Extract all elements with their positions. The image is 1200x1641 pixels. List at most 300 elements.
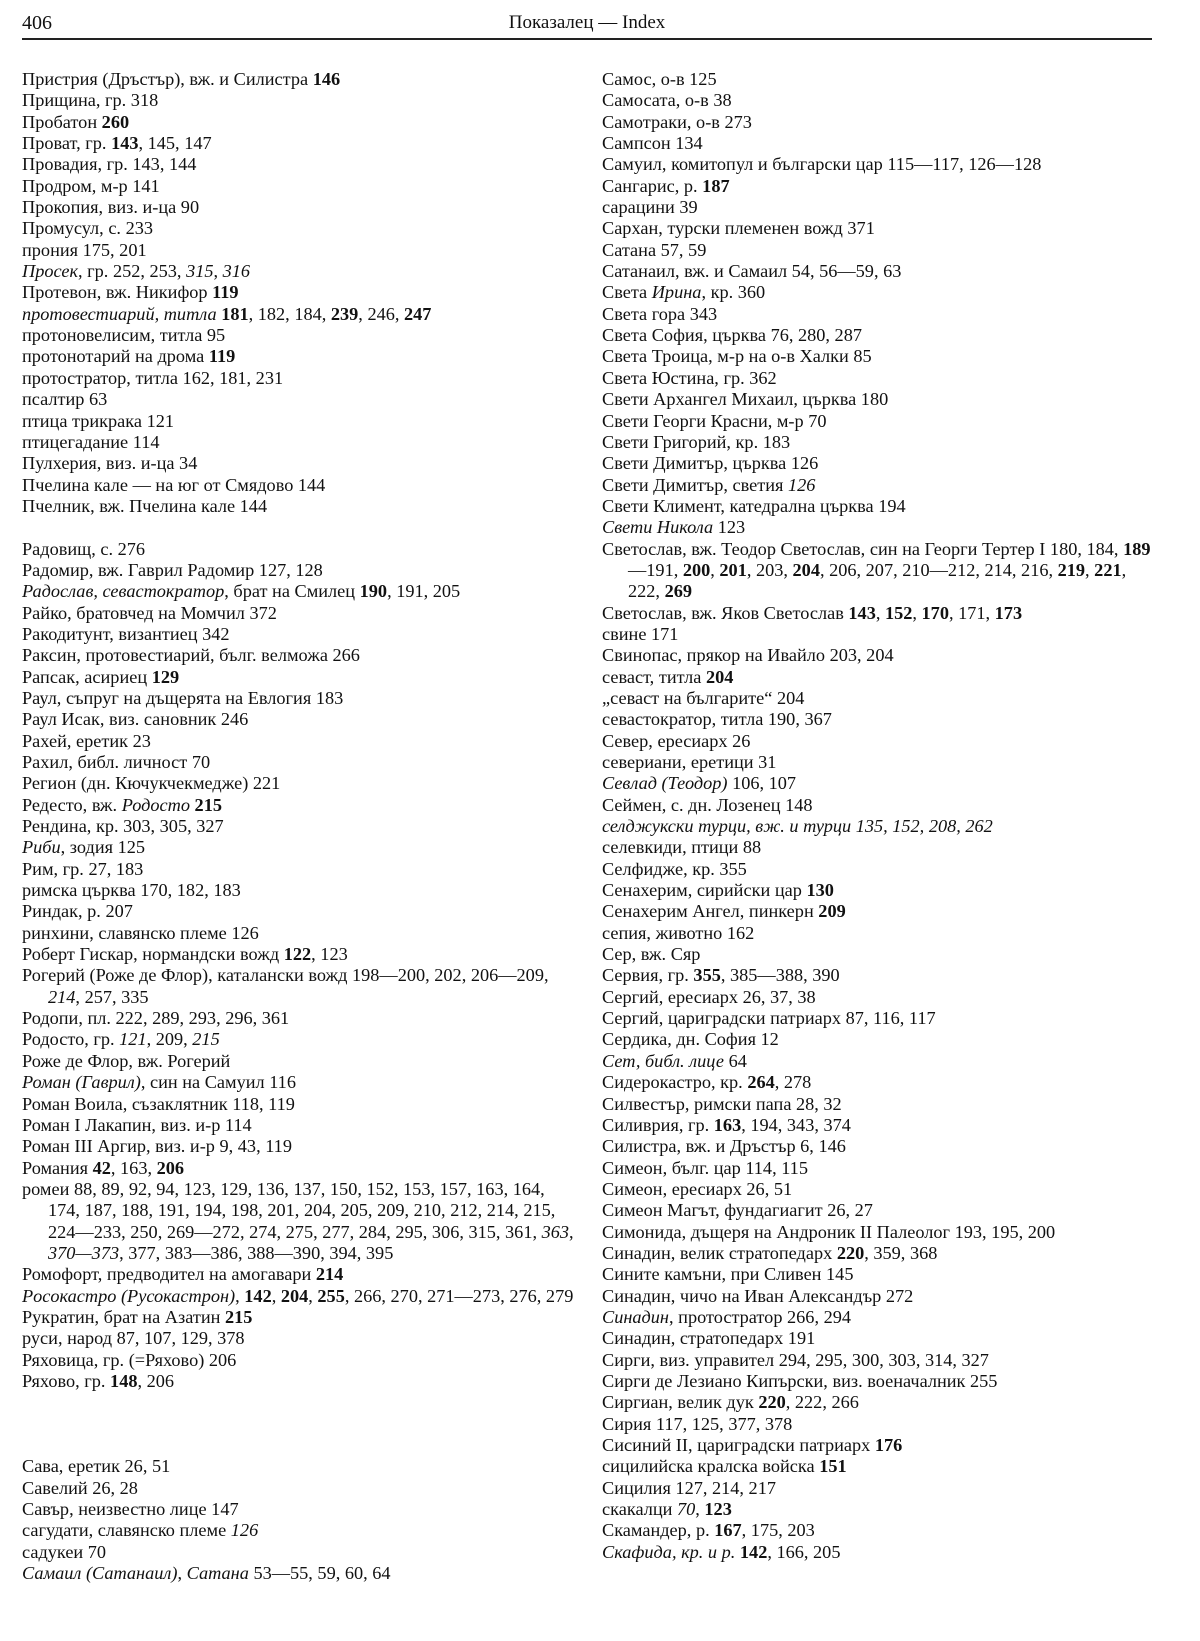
index-entry — [602, 773, 1154, 794]
index-entry — [602, 240, 1154, 261]
entry-text: Роберт Гискар, нормандски вожд — [22, 944, 284, 965]
index-entry — [22, 901, 580, 922]
italic-text: Сатана — [186, 1563, 249, 1584]
entry-text: Свети Архангел Михаил, църква 180 — [602, 389, 889, 410]
index-entry — [22, 112, 580, 133]
entry-text: Роман Воила, съзаклятник 118, 119 — [22, 1093, 295, 1114]
bold-page-ref: 130 — [806, 880, 834, 901]
entry-text: Ряховица, гр. (=Ряхово) 206 — [22, 1349, 237, 1370]
entry-text: , 166, 205 — [767, 1541, 841, 1562]
index-entry — [22, 1478, 580, 1499]
index-entry — [602, 1200, 1154, 1221]
index-entry — [602, 1008, 1154, 1029]
index-entry — [22, 1008, 580, 1029]
entry-text: Рахей, еретик 23 — [22, 730, 151, 751]
entry-text: , 359, 368 — [864, 1242, 938, 1263]
index-entry — [22, 1286, 580, 1307]
entry-text: Провадия, гр. 143, 144 — [22, 154, 197, 175]
bold-page-ref: 204 — [705, 666, 734, 687]
index-entry — [22, 453, 580, 474]
entry-text: Сицилия 127, 214, 217 — [602, 1477, 776, 1498]
entry-text: Света — [602, 282, 652, 303]
running-header — [22, 8, 1152, 40]
entry-text: Радомир, вж. Гаврил Радомир 127, 128 — [22, 559, 323, 580]
entry-text: Продром, м-р 141 — [22, 175, 160, 196]
entry-text: Сер, вж. Сяр — [602, 944, 701, 965]
index-entry — [602, 1478, 1154, 1499]
bold-page-ref: 142 — [244, 1285, 272, 1306]
entry-text: сарацини 39 — [602, 197, 698, 218]
bold-page-ref: 220 — [836, 1242, 865, 1263]
index-gap — [22, 1414, 580, 1435]
index-entry — [602, 603, 1154, 624]
italic-text: 126 — [230, 1520, 259, 1541]
index-entry — [22, 1179, 580, 1264]
entry-text: Север, ересиарх 26 — [602, 730, 751, 751]
page-number: 406 — [22, 12, 52, 34]
entry-text: Сава, еретик 26, 51 — [22, 1456, 171, 1477]
entry-text: Скамандер, р. — [602, 1520, 715, 1541]
entry-text: Свети Георги Красни, м-р 70 — [602, 410, 827, 431]
entry-text: Самотраки, о-в 273 — [602, 111, 752, 132]
index-gap — [22, 1392, 580, 1413]
entry-text: „севаст на българите“ 204 — [602, 687, 805, 708]
index-entry — [602, 1499, 1154, 1520]
entry-text: , — [1085, 559, 1095, 580]
index-entry — [602, 389, 1154, 410]
index-entry — [602, 944, 1154, 965]
bold-page-ref: 221 — [1094, 559, 1122, 580]
index-entry — [602, 1243, 1154, 1264]
index-entry — [602, 1456, 1154, 1477]
index-entry — [602, 325, 1154, 346]
entry-text: Сидерокастро, кр. — [602, 1072, 748, 1093]
index-entry — [22, 880, 580, 901]
entry-text: , син на Самуил 116 — [140, 1072, 296, 1093]
index-entry — [22, 1158, 580, 1179]
entry-text: , 123 — [311, 944, 348, 965]
entry-text: Протевон, вж. Никифор — [22, 282, 213, 303]
bold-page-ref: 176 — [874, 1435, 903, 1455]
entry-text: , 163, — [110, 1157, 157, 1178]
italic-text: 214 — [48, 986, 76, 1007]
entry-text: Сиргиан, велик дук — [602, 1392, 759, 1413]
italic-text: Риби — [22, 837, 61, 858]
index-entry — [22, 965, 580, 1008]
entry-text: Синадин, велик стратопедарх — [602, 1242, 837, 1263]
index-entry — [22, 581, 580, 602]
entry-text: Сердика, дн. София 12 — [602, 1029, 779, 1050]
bold-page-ref: 219 — [1057, 559, 1086, 580]
index-entry — [22, 709, 580, 730]
index-entry — [22, 304, 580, 325]
index-entry — [22, 731, 580, 752]
entry-text: 123 — [713, 517, 746, 538]
entry-text: руси, народ 87, 107, 129, 378 — [22, 1328, 245, 1349]
entry-text: , — [308, 1285, 318, 1306]
bold-page-ref: 187 — [702, 175, 730, 196]
index-gap — [22, 1435, 580, 1456]
bold-page-ref: 148 — [110, 1370, 138, 1391]
entry-text: Свинопас, прякор на Ивайло 203, 204 — [602, 645, 894, 666]
entry-text: Ромофорт, предводител на амогавари — [22, 1264, 316, 1285]
bold-page-ref: 122 — [283, 944, 312, 965]
entry-text: Сатана 57, 59 — [602, 239, 707, 260]
index-entry — [22, 69, 580, 90]
index-entry — [22, 816, 580, 837]
index-entry — [22, 624, 580, 645]
entry-text: Сирия 117, 125, 377, 378 — [602, 1413, 793, 1434]
entry-text: Самосата, о-в 38 — [602, 90, 732, 111]
index-entry — [602, 453, 1154, 474]
entry-text: птицегадание 114 — [22, 431, 160, 452]
index-entry — [22, 1328, 580, 1349]
index-entry — [22, 1264, 580, 1285]
entry-text: , 222, — [628, 559, 1127, 602]
entry-text: Савелий 26, 28 — [22, 1477, 138, 1498]
index-entry — [22, 1371, 580, 1392]
entry-text: Прищина, гр. 318 — [22, 90, 159, 111]
entry-text: , — [569, 1221, 574, 1242]
italic-text: 215 — [192, 1029, 220, 1050]
index-entry — [602, 731, 1154, 752]
entry-text: Сергий, цариградски патриарх 87, 116, 117 — [602, 1008, 936, 1029]
index-entry — [22, 539, 580, 560]
index-entry — [22, 368, 580, 389]
index-entry — [602, 1136, 1154, 1157]
entry-text: Света гора 343 — [602, 303, 718, 324]
index-entry — [22, 411, 580, 432]
index-entry — [22, 176, 580, 197]
index-entry — [22, 795, 580, 816]
index-entry — [602, 1371, 1154, 1392]
bold-page-ref: 200 — [682, 559, 711, 580]
entry-text: , — [875, 602, 885, 623]
index-entry — [22, 325, 580, 346]
entry-text: птица трикрака 121 — [22, 410, 175, 431]
index-entry — [22, 432, 580, 453]
entry-text: Роман III Аргир, виз. и-р 9, 43, 119 — [22, 1136, 292, 1157]
index-entry — [602, 1435, 1154, 1456]
bold-page-ref: 201 — [719, 559, 747, 580]
index-entry — [602, 475, 1154, 496]
bold-page-ref: 214 — [315, 1264, 344, 1285]
index-entry — [602, 1179, 1154, 1200]
index-entry — [602, 1115, 1154, 1136]
entry-text: свине 171 — [602, 623, 679, 644]
entry-text: Силиврия, гр. — [602, 1114, 714, 1135]
index-entry — [602, 795, 1154, 816]
entry-text: Света Юстина, гр. 362 — [602, 367, 777, 388]
italic-text: Ирина — [651, 282, 702, 303]
entry-text: протостратор, титла 162, 181, 231 — [22, 367, 284, 388]
entry-text: севаст, титла — [602, 666, 706, 687]
bold-page-ref: 204 — [792, 559, 820, 580]
index-entry — [602, 1307, 1154, 1328]
index-entry — [602, 859, 1154, 880]
index-entry — [602, 496, 1154, 517]
entry-text: , 145, 147 — [138, 133, 212, 154]
italic-text: Севлад (Теодор) — [602, 773, 728, 794]
entry-text: Романия — [22, 1157, 93, 1178]
running-title: Показалец — Index — [508, 12, 666, 33]
index-entry — [602, 688, 1154, 709]
entry-text: , — [695, 1499, 705, 1520]
entry-text: , — [710, 559, 720, 580]
italic-text: Радослав, севастократор — [22, 581, 225, 602]
index-entry — [602, 112, 1154, 133]
entry-text: , протостратор 266, 294 — [669, 1306, 852, 1327]
bold-page-ref: 181 — [221, 303, 249, 324]
entry-text: , — [177, 1563, 187, 1584]
bold-page-ref: 163 — [713, 1114, 742, 1135]
bold-page-ref: 173 — [994, 602, 1023, 623]
entry-text: Самос, о-в 125 — [602, 69, 717, 89]
bold-page-ref: 152 — [884, 602, 913, 623]
index-column-right — [602, 69, 1154, 1563]
entry-text: Сергий, ересиарх 26, 37, 38 — [602, 986, 816, 1007]
index-entry — [22, 603, 580, 624]
entry-text: Симонида, дъщеря на Андроник II Палеолог 193, 195, 200 — [602, 1221, 1056, 1242]
index-column-left — [22, 69, 580, 1584]
entry-text: Роже де Флор, вж. Рогерий — [22, 1050, 231, 1071]
entry-text: Регион (дн. Кючукчекмедже) 221 — [22, 773, 281, 794]
entry-text: сепия, животно 162 — [602, 922, 755, 943]
index-entry — [602, 261, 1154, 282]
entry-text: Пробатон — [22, 111, 102, 132]
index-entry — [22, 154, 580, 175]
index-entry — [602, 282, 1154, 303]
index-entry — [602, 1051, 1154, 1072]
index-entry — [22, 752, 580, 773]
index-entry — [22, 667, 580, 688]
index-entry — [602, 752, 1154, 773]
entry-text: Сатанаил, вж. и Самаил 54, 56—59, 63 — [602, 261, 902, 282]
entry-text: , 222, 266 — [785, 1392, 859, 1413]
index-entry — [602, 1520, 1154, 1541]
entry-text: скакалци — [602, 1499, 677, 1520]
entry-text: Рапсак, асириец — [22, 666, 152, 687]
bold-page-ref: 206 — [156, 1157, 185, 1178]
entry-text: Редесто, вж. — [22, 794, 122, 815]
italic-text: Родосто — [121, 794, 190, 815]
index-entry — [602, 1350, 1154, 1371]
italic-text: Скафида, кр. и р. — [602, 1541, 740, 1562]
index-entry — [22, 282, 580, 303]
italic-text: Свети Никола — [602, 517, 714, 538]
index-entry — [602, 667, 1154, 688]
entry-text: , 257, 335 — [75, 986, 149, 1007]
entry-text: , 203, — [746, 559, 793, 580]
entry-text: , зодия 125 — [60, 837, 146, 858]
entry-text: Раксин, протовестиарий, бълг. велможа 266 — [22, 645, 360, 666]
bold-page-ref: 170 — [921, 602, 949, 623]
bold-page-ref: 239 — [330, 303, 359, 324]
index-entry — [22, 773, 580, 794]
entry-text: , 182, 184, — [248, 303, 331, 324]
entry-text: прония 175, 201 — [22, 239, 147, 260]
entry-text: Сангарис, р. — [602, 175, 703, 196]
index-entry — [22, 261, 580, 282]
index-entry — [602, 965, 1154, 986]
index-entry — [602, 1029, 1154, 1050]
entry-text: Сампсон 134 — [602, 133, 703, 154]
index-entry — [22, 944, 580, 965]
bold-page-ref: 209 — [818, 901, 846, 922]
italic-text: протовестиарий, титла — [22, 303, 222, 324]
italic-text: Сет, библ. лице — [602, 1050, 724, 1071]
index-entry — [602, 987, 1154, 1008]
entry-text: Раул Исак, виз. сановник 246 — [22, 709, 249, 730]
entry-text: Савър, неизвестно лице 147 — [22, 1499, 239, 1520]
entry-text: садукеи 70 — [22, 1541, 107, 1562]
italic-text: 363 — [541, 1221, 570, 1242]
entry-text: Промусул, с. 233 — [22, 218, 153, 239]
entry-text: Свети Димитър, светия — [602, 474, 789, 495]
bold-page-ref: 264 — [747, 1072, 775, 1093]
index-entry — [602, 816, 1154, 837]
index-entry — [602, 923, 1154, 944]
entry-text: , 206 — [137, 1370, 175, 1391]
index-entry — [22, 560, 580, 581]
index-entry — [602, 901, 1154, 922]
entry-text: Ряхово, гр. — [22, 1370, 111, 1391]
entry-text: Сирги де Лезиано Кипърски, виз. военачалник 255 — [602, 1370, 998, 1391]
bold-page-ref: 119 — [208, 346, 236, 367]
entry-text: , — [213, 261, 223, 282]
bold-page-ref: 247 — [404, 303, 432, 324]
index-entry — [22, 923, 580, 944]
bold-page-ref: 355 — [693, 965, 721, 986]
entry-text: севериани, еретици 31 — [602, 752, 777, 772]
index-entry — [602, 432, 1154, 453]
italic-text: 135, 152, 208, 262 — [855, 816, 993, 837]
entry-text: Рахил, библ. личност 70 — [22, 752, 211, 772]
index-entry — [22, 1136, 580, 1157]
entry-text: Сенахерим, сирийски цар — [602, 880, 807, 901]
entry-text: Ракодитунт, византиец 342 — [22, 623, 230, 644]
entry-text: , 209, — [146, 1029, 193, 1050]
italic-text: 316 — [222, 261, 251, 282]
index-entry — [602, 90, 1154, 111]
index-entry — [602, 880, 1154, 901]
index-gap — [22, 517, 580, 538]
index-entry — [22, 133, 580, 154]
bold-page-ref: 215 — [224, 1306, 253, 1327]
italic-text: селджукски турци, вж. и турци — [602, 816, 856, 837]
entry-text: Самуил, комитопул и български цар 115—117, 126—128 — [602, 154, 1042, 175]
entry-text: Родосто, гр. — [22, 1029, 120, 1050]
entry-text: , — [235, 1285, 245, 1306]
entry-text: Пристрия (Дръстър), вж. и Силистра — [22, 69, 313, 89]
index-entry — [602, 411, 1154, 432]
entry-text: , 194, 343, 374 — [741, 1114, 851, 1135]
index-entry — [22, 1115, 580, 1136]
index-entry — [602, 1392, 1154, 1413]
bold-page-ref: 143 — [848, 602, 876, 623]
index-entry — [602, 1286, 1154, 1307]
entry-text: Силвестър, римски папа 28, 32 — [602, 1093, 842, 1114]
index-entry — [602, 197, 1154, 218]
entry-text: , 171, — [948, 602, 995, 623]
entry-text: Силистра, вж. и Дръстър 6, 146 — [602, 1136, 846, 1157]
index-entry — [22, 1542, 580, 1563]
entry-text: Рим, гр. 27, 183 — [22, 858, 144, 879]
index-entry — [22, 197, 580, 218]
entry-text: Синадин, чичо на Иван Александър 272 — [602, 1285, 914, 1306]
entry-text: Сеймен, с. дн. Лозенец 148 — [602, 794, 813, 815]
bold-page-ref: 255 — [317, 1285, 345, 1306]
entry-text: Пчелник, вж. Пчелина кале 144 — [22, 495, 268, 516]
index-entry — [602, 1542, 1154, 1563]
entry-text: Синадин, стратопедарх 191 — [602, 1328, 816, 1349]
index-entry — [22, 389, 580, 410]
index-entry — [602, 517, 1154, 538]
entry-text: , — [271, 1285, 281, 1306]
entry-text: , кр. 360 — [701, 282, 766, 303]
entry-text: , 377, 383—386, 388—390, 394, 395 — [119, 1242, 394, 1263]
entry-text: протонотарий на дрома — [22, 346, 209, 367]
entry-text: сагудати, славянско племе — [22, 1520, 231, 1541]
entry-text: Сирги, виз. управител 294, 295, 300, 303, 314, 327 — [602, 1349, 989, 1370]
index-entry — [602, 1094, 1154, 1115]
index-entry — [22, 475, 580, 496]
index-entry — [22, 1499, 580, 1520]
entry-text: , 385—388, 390 — [720, 965, 840, 986]
entry-text: селевкиди, птици 88 — [602, 837, 762, 858]
index-entry — [22, 837, 580, 858]
entry-text: Симеон, ересиарх 26, 51 — [602, 1178, 793, 1199]
bold-page-ref: 260 — [101, 111, 130, 132]
index-entry — [602, 624, 1154, 645]
bold-page-ref: 220 — [758, 1392, 786, 1413]
entry-text: Рукратин, брат на Азатин — [22, 1306, 225, 1327]
entry-text: , 266, 270, 271—273, 276, 279 — [344, 1285, 574, 1306]
bold-page-ref: 42 — [92, 1157, 111, 1178]
entry-text: сицилийска кралска войска — [602, 1456, 820, 1477]
italic-text: 315 — [186, 261, 214, 282]
entry-text: Свети Димитър, църква 126 — [602, 453, 819, 474]
entry-text: Прoват, гр. — [22, 133, 112, 154]
italic-text: Синадин — [602, 1306, 670, 1327]
italic-text: 370—373 — [48, 1242, 120, 1263]
index-entry — [602, 1222, 1154, 1243]
entry-text: 64 — [724, 1050, 747, 1071]
entry-text: Рендина, кр. 303, 305, 327 — [22, 816, 224, 837]
index-entry — [602, 645, 1154, 666]
bold-page-ref: 129 — [151, 666, 180, 687]
entry-text: Симеон, бълг. цар 114, 115 — [602, 1157, 808, 1178]
index-entry — [602, 368, 1154, 389]
entry-text: Сенахерим Ангел, пинкерн — [602, 901, 819, 922]
italic-text: 70 — [676, 1499, 696, 1520]
index-entry — [602, 1072, 1154, 1093]
index-entry — [602, 709, 1154, 730]
entry-text: Риндак, р. 207 — [22, 901, 133, 922]
index-entry — [22, 1072, 580, 1093]
entry-text: , брат на Смилец — [224, 581, 360, 602]
entry-text: ринхини, славянско племе 126 — [22, 922, 259, 943]
bold-page-ref: 123 — [704, 1499, 732, 1520]
entry-text: Райко, братовчед на Момчил 372 — [22, 602, 277, 623]
index-entry — [602, 69, 1154, 90]
index-entry — [22, 1094, 580, 1115]
index-entry — [602, 1264, 1154, 1285]
index-entry — [22, 1029, 580, 1050]
entry-text: —191, — [628, 559, 683, 580]
index-entry — [22, 90, 580, 111]
entry-text: Рогерий (Роже де Флор), каталански вожд 198—200, 202, 206—209, — [22, 965, 549, 986]
